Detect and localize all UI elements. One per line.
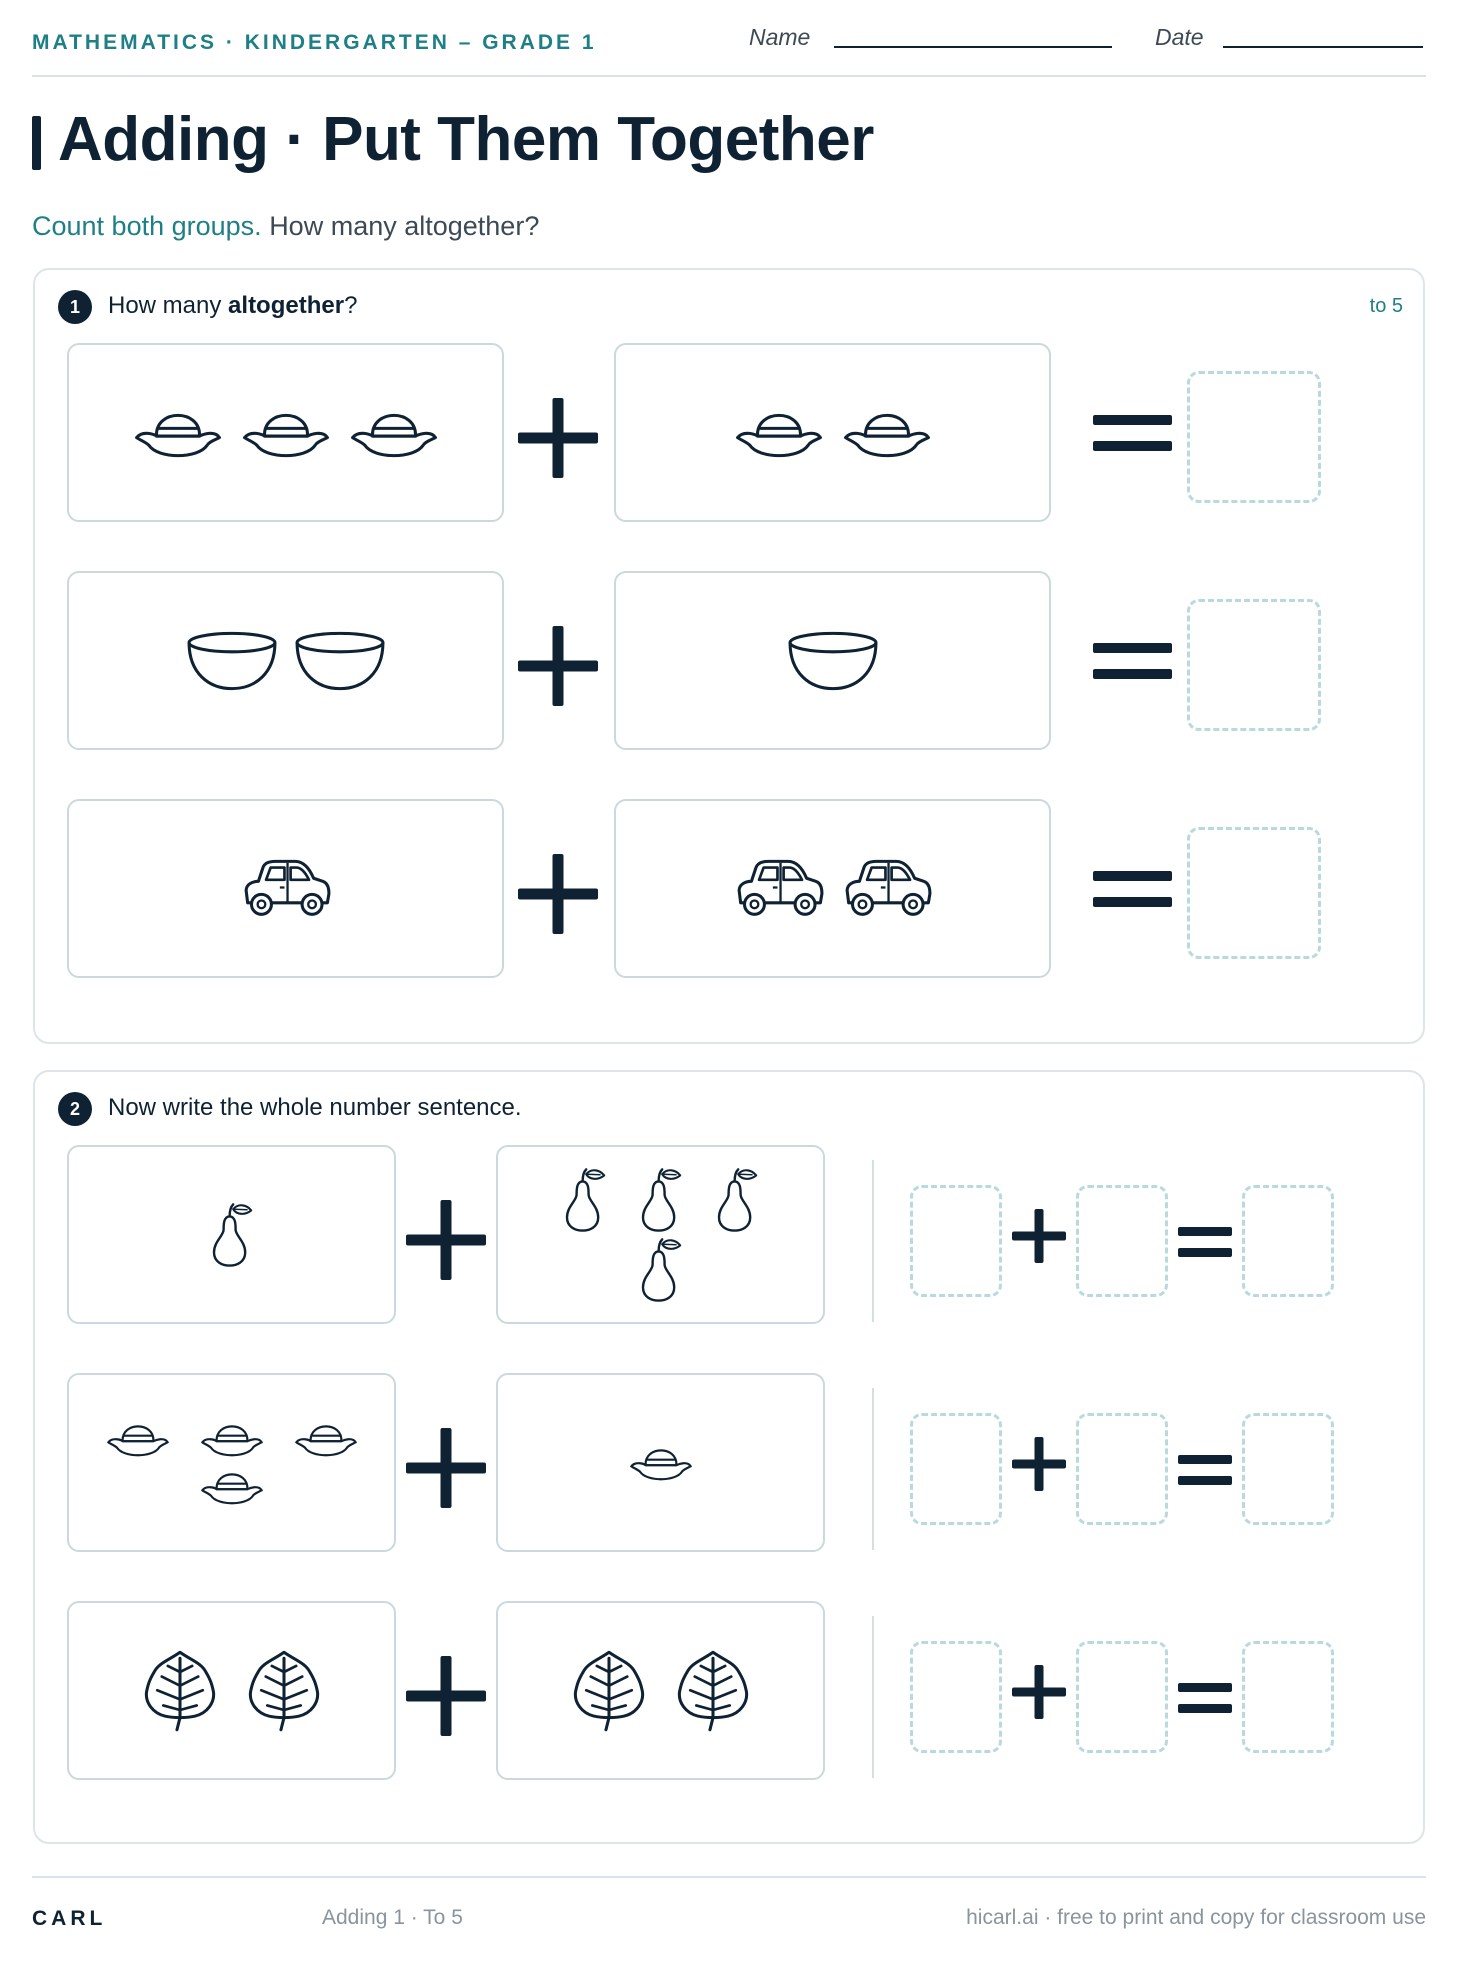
section-1-prompt-end: ? bbox=[344, 292, 358, 319]
divider bbox=[872, 1616, 874, 1778]
leaf-icon bbox=[246, 1646, 322, 1736]
right-group-box bbox=[496, 1601, 825, 1780]
counted-item bbox=[348, 402, 440, 464]
hat-icon bbox=[199, 1465, 265, 1509]
item-group bbox=[69, 1147, 394, 1322]
plus-sign bbox=[406, 1200, 486, 1280]
subject-label: MATHEMATICS · KINDERGARTEN – GRADE 1 bbox=[32, 31, 597, 54]
section-2-prompt: Now write the whole number sentence. bbox=[108, 1094, 522, 1121]
left-group-box bbox=[67, 1601, 396, 1780]
right-group-box bbox=[614, 799, 1051, 978]
counted-item bbox=[246, 1646, 322, 1736]
hat-icon bbox=[240, 402, 332, 464]
left-group-box bbox=[67, 571, 504, 750]
bowl-icon bbox=[787, 630, 879, 692]
item-group bbox=[498, 1147, 823, 1322]
counted-item bbox=[240, 858, 332, 920]
instructions bbox=[32, 211, 539, 242]
section-1-prompt bbox=[108, 292, 357, 320]
date-label: Date bbox=[1155, 24, 1204, 50]
name-line[interactable] bbox=[834, 46, 1112, 48]
car-icon bbox=[733, 858, 825, 920]
right-group-box bbox=[614, 343, 1051, 522]
left-group-box bbox=[67, 1145, 396, 1324]
right-group-box bbox=[614, 571, 1051, 750]
bowl-icon bbox=[294, 630, 386, 692]
counted-item bbox=[675, 1646, 751, 1736]
counted-item bbox=[105, 1417, 171, 1461]
title-accent-bar bbox=[32, 116, 41, 170]
hat-icon bbox=[348, 402, 440, 464]
pear-icon bbox=[637, 1167, 685, 1233]
leaf-icon bbox=[571, 1646, 647, 1736]
equals-sign bbox=[1178, 1455, 1232, 1485]
plus-sign bbox=[1012, 1209, 1066, 1263]
answer-box[interactable] bbox=[1187, 827, 1321, 959]
footer-divider bbox=[32, 1876, 1426, 1878]
pear-icon bbox=[637, 1237, 685, 1303]
counted-item bbox=[713, 1167, 761, 1233]
item-group bbox=[69, 1603, 394, 1778]
name-label: Name bbox=[749, 24, 811, 50]
counted-item bbox=[787, 630, 879, 692]
hat-icon bbox=[105, 1417, 171, 1461]
brand-logo: CARL bbox=[32, 1907, 107, 1930]
counted-item bbox=[294, 630, 386, 692]
sum-box[interactable] bbox=[1242, 1413, 1334, 1525]
counted-item bbox=[733, 858, 825, 920]
counted-item bbox=[841, 402, 933, 464]
counted-item bbox=[561, 1167, 609, 1233]
instructions-rest: How many altogether? bbox=[269, 211, 540, 241]
leaf-icon bbox=[675, 1646, 751, 1736]
instructions-emphasis: Count both groups. bbox=[32, 211, 262, 241]
item-group bbox=[69, 345, 502, 520]
item-group bbox=[616, 573, 1049, 748]
addend-1-box[interactable] bbox=[910, 1185, 1002, 1297]
item-group bbox=[616, 801, 1049, 976]
counted-item bbox=[208, 1202, 256, 1268]
hat-icon bbox=[841, 402, 933, 464]
leaf-icon bbox=[142, 1646, 218, 1736]
hat-icon bbox=[628, 1441, 694, 1485]
page-title: Adding · Put Them Together bbox=[58, 105, 874, 174]
addend-1-box[interactable] bbox=[910, 1413, 1002, 1525]
addend-2-box[interactable] bbox=[1076, 1185, 1168, 1297]
section-1-prompt-start: How many bbox=[108, 292, 229, 319]
counted-item bbox=[637, 1167, 685, 1233]
date-line[interactable] bbox=[1223, 46, 1423, 48]
equals-sign bbox=[1093, 415, 1172, 451]
counted-item bbox=[637, 1237, 685, 1303]
pear-icon bbox=[208, 1202, 256, 1268]
left-group-box bbox=[67, 799, 504, 978]
item-group bbox=[498, 1603, 823, 1778]
addend-2-box[interactable] bbox=[1076, 1413, 1168, 1525]
worksheet-name: Adding 1 · To 5 bbox=[322, 1906, 463, 1929]
left-group-box bbox=[67, 1373, 396, 1552]
counted-item bbox=[841, 858, 933, 920]
divider bbox=[872, 1388, 874, 1550]
answer-box[interactable] bbox=[1187, 371, 1321, 503]
divider bbox=[872, 1160, 874, 1322]
counted-item bbox=[571, 1646, 647, 1736]
section-1-number-badge: 1 bbox=[58, 290, 92, 324]
item-group bbox=[616, 345, 1049, 520]
plus-sign bbox=[518, 626, 598, 706]
right-group-box bbox=[496, 1373, 825, 1552]
equals-sign bbox=[1093, 643, 1172, 679]
right-group-box bbox=[496, 1145, 825, 1324]
left-group-box bbox=[67, 343, 504, 522]
plus-sign bbox=[406, 1656, 486, 1736]
header-divider bbox=[32, 75, 1426, 77]
item-group bbox=[69, 573, 502, 748]
counted-item bbox=[186, 630, 278, 692]
plus-sign bbox=[518, 398, 598, 478]
pear-icon bbox=[561, 1167, 609, 1233]
equals-sign bbox=[1178, 1683, 1232, 1713]
hat-icon bbox=[293, 1417, 359, 1461]
hat-icon bbox=[733, 402, 825, 464]
counted-item bbox=[199, 1465, 265, 1509]
plus-sign bbox=[406, 1428, 486, 1508]
sum-box[interactable] bbox=[1242, 1185, 1334, 1297]
car-icon bbox=[240, 858, 332, 920]
counted-item bbox=[628, 1441, 694, 1485]
item-group bbox=[498, 1375, 823, 1550]
counted-item bbox=[293, 1417, 359, 1461]
item-group bbox=[69, 1375, 394, 1550]
counted-item bbox=[199, 1417, 265, 1461]
counted-item bbox=[240, 402, 332, 464]
section-1-prompt-bold: altogether bbox=[228, 292, 345, 319]
car-icon bbox=[841, 858, 933, 920]
bowl-icon bbox=[186, 630, 278, 692]
plus-sign bbox=[1012, 1437, 1066, 1491]
item-group bbox=[69, 801, 502, 976]
hat-icon bbox=[132, 402, 224, 464]
plus-sign bbox=[1012, 1665, 1066, 1719]
plus-sign bbox=[518, 854, 598, 934]
credit-text: hicarl.ai · free to print and copy for classroom use bbox=[966, 1906, 1426, 1929]
pear-icon bbox=[713, 1167, 761, 1233]
equals-sign bbox=[1093, 871, 1172, 907]
answer-box[interactable] bbox=[1187, 599, 1321, 731]
counted-item bbox=[142, 1646, 218, 1736]
equals-sign bbox=[1178, 1227, 1232, 1257]
sum-box[interactable] bbox=[1242, 1641, 1334, 1753]
range-label: to 5 bbox=[1369, 295, 1403, 317]
counted-item bbox=[733, 402, 825, 464]
hat-icon bbox=[199, 1417, 265, 1461]
section-2-number-badge: 2 bbox=[58, 1092, 92, 1126]
addend-1-box[interactable] bbox=[910, 1641, 1002, 1753]
addend-2-box[interactable] bbox=[1076, 1641, 1168, 1753]
counted-item bbox=[132, 402, 224, 464]
